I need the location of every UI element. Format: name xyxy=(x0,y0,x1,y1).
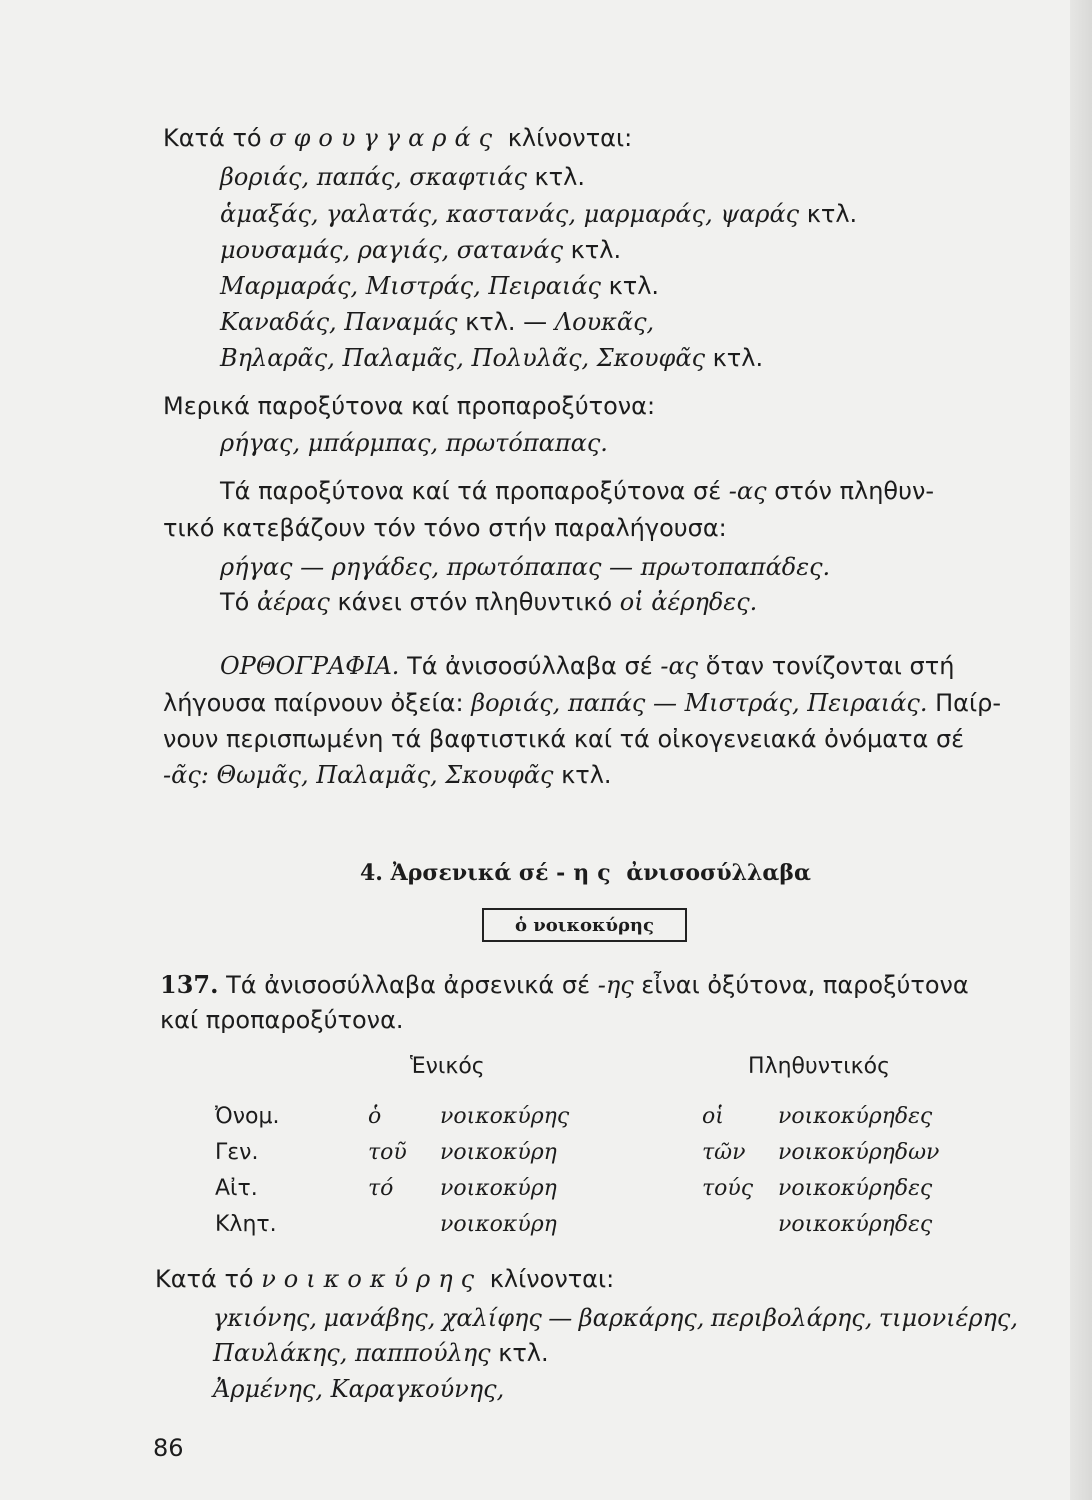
example-line: Μαρμαράς, Μιστράς, Πειραιάς κτλ. xyxy=(220,272,660,300)
example-line: ἁμαξάς, γαλατάς, καστανάς, μαρμαράς, ψαράς κτλ. xyxy=(220,200,858,228)
spaced-word: νοικοκύρης xyxy=(261,1265,483,1293)
book-page: Κατά τό σφουγγαράς κλίνονται: βοριάς, παπάς, σκαφτιάς κτλ. ἁμαξάς, γαλατάς, καστανάς, μαρμαράς, ψαράς κτλ. μουσαμάς, ραγιάς, σατανάς κτλ. Μαρμαράς, Μιστράς, Πειραιάς κτλ. Καναδάς, Παναμάς κτλ. — Λουκᾶς, Βηλαρᾶς, Παλαμᾶς, Πολυλᾶς, Σκουφᾶς κτλ. Μερικά παροξύτονα καί προπαροξύτονα: ρήγας, μπάρμπας, πρωτόπαπας. Τά παροξύτονα καί τά προπαροξύτονα σέ -ας στόν πληθυν- τικό κατεβάζουν τόν τόνο στήν παραλήγουσα: ρήγας — ρηγάδες, πρωτόπαπας — πρωτοπαπάδες. Τό ἀέρας κάνει στόν πληθυντικό οἱ ἀέρηδες. ΟΡΘΟΓΡΑΦΙΑ. Τά ἀνισοσύλλαβα σέ -ας ὅταν τονίζονται στή λήγουσα παίρνουν ὀξεία: βοριάς, παπάς — Μιστράς, Πειραιάς. Παίρ- νουν περισπωμένη τά βαφτιστικά καί τά οἰκογενειακά ὀνόματα σέ -ᾶς: Θωμᾶς, Παλαμᾶς, Σκουφᾶς κτλ. 4. Ἀρσενικά σέ -ης ἀνισοσύλλαβα ὁ νοικοκύρης 137. Τά ἀνισοσύλλαβα ἀρσενικά σέ -ης εἶναι ὀξύτονα, παροξύτονα καί προπαροξύτονα. Ἑνικός Πληθυντικός Ὀνομ. ὁ νοικοκύρης οἱ νοικοκύρηδες Γεν. τοῦ νοικοκύρη τῶν νοικοκύρηδων Αἰτ. τό νοικοκύρη τούς νοικοκύρηδες Κλητ. νοικοκύρη νοικοκύρηδες Κατά τό νοικοκύρης κλίνονται: γκιόνης, μανάβης, χαλίφης — βαρκάρης, περιβολάρης, τιμονιέρης, Παυλάκης, παππούλης κτλ. Ἀρμένης, Καραγκούνης, 86 xyxy=(153,124,1018,1462)
example-line: ρήγας — ρηγάδες, πρωτόπαπας — πρωτοπαπάδες. xyxy=(220,553,831,581)
example-line: ρήγας, μπάρμπας, πρωτόπαπας. xyxy=(220,429,608,457)
orthography-line: λήγουσα παίρνουν ὀξεία: βοριάς, παπάς — Μιστράς, Πειραιάς. Παίρ- xyxy=(163,689,1001,717)
paragraph-line: Μερικά παροξύτονα καί προπαροξύτονα: xyxy=(163,392,656,420)
paradigm-box: ὁ νοικοκύρης xyxy=(482,908,687,942)
orthography-line: -ᾶς: Θωμᾶς, Παλαμᾶς, Σκουφᾶς κτλ. xyxy=(163,761,612,789)
section-heading: 4. Ἀρσενικά σέ -ης ἀνισοσύλλαβα xyxy=(360,860,811,886)
example-line: Καναδάς, Παναμάς κτλ. — Λουκᾶς, xyxy=(220,308,655,336)
singular-header: Ἑνικός xyxy=(410,1054,485,1079)
paragraph-137-line: καί προπαροξύτονα. xyxy=(160,1006,404,1034)
orthography-line: νουν περισπωμένη τά βαφτιστικά καί τά οἰκογενειακά ὀνόματα σέ xyxy=(163,725,965,753)
example-line: Ἀρμένης, Καραγκούνης, xyxy=(213,1375,505,1403)
example-line: μουσαμάς, ραγιάς, σατανάς κτλ. xyxy=(220,236,622,264)
paragraph-line: Τό ἀέρας κάνει στόν πληθυντικό οἱ ἀέρηδες. xyxy=(220,588,758,616)
spaced-word: σφουγγαράς xyxy=(269,124,501,152)
paragraph-line: Τά παροξύτονα καί τά προπαροξύτονα σέ -ας στόν πληθυν- xyxy=(220,477,935,505)
closing-intro: Κατά τό νοικοκύρης κλίνονται: xyxy=(155,1265,615,1293)
example-line: Παυλάκης, παππούλης κτλ. xyxy=(213,1339,549,1367)
example-line: γκιόνης, μανάβης, χαλίφης — βαρκάρης, περιβολάρης, τιμονιέρης, xyxy=(213,1304,1018,1332)
page-number: 86 xyxy=(153,1434,184,1462)
paragraph-line: τικό κατεβάζουν τόν τόνο στήν παραλήγουσα: xyxy=(163,514,727,542)
intro-line: Κατά τό σφουγγαράς κλίνονται: xyxy=(163,124,633,152)
paragraph-number: 137. xyxy=(160,970,219,999)
example-line: Βηλαρᾶς, Παλαμᾶς, Πολυλᾶς, Σκουφᾶς κτλ. xyxy=(220,344,764,372)
orthography-line: ΟΡΘΟΓΡΑΦΙΑ. Τά ἀνισοσύλλαβα σέ -ας ὅταν τονίζονται στή xyxy=(220,652,955,680)
plural-header: Πληθυντικός xyxy=(748,1054,891,1079)
paragraph-137-line: 137. Τά ἀνισοσύλλαβα ἀρσενικά σέ -ης εἶναι ὀξύτονα, παροξύτονα xyxy=(160,970,969,999)
example-line: βοριάς, παπάς, σκαφτιάς κτλ. xyxy=(220,163,585,191)
